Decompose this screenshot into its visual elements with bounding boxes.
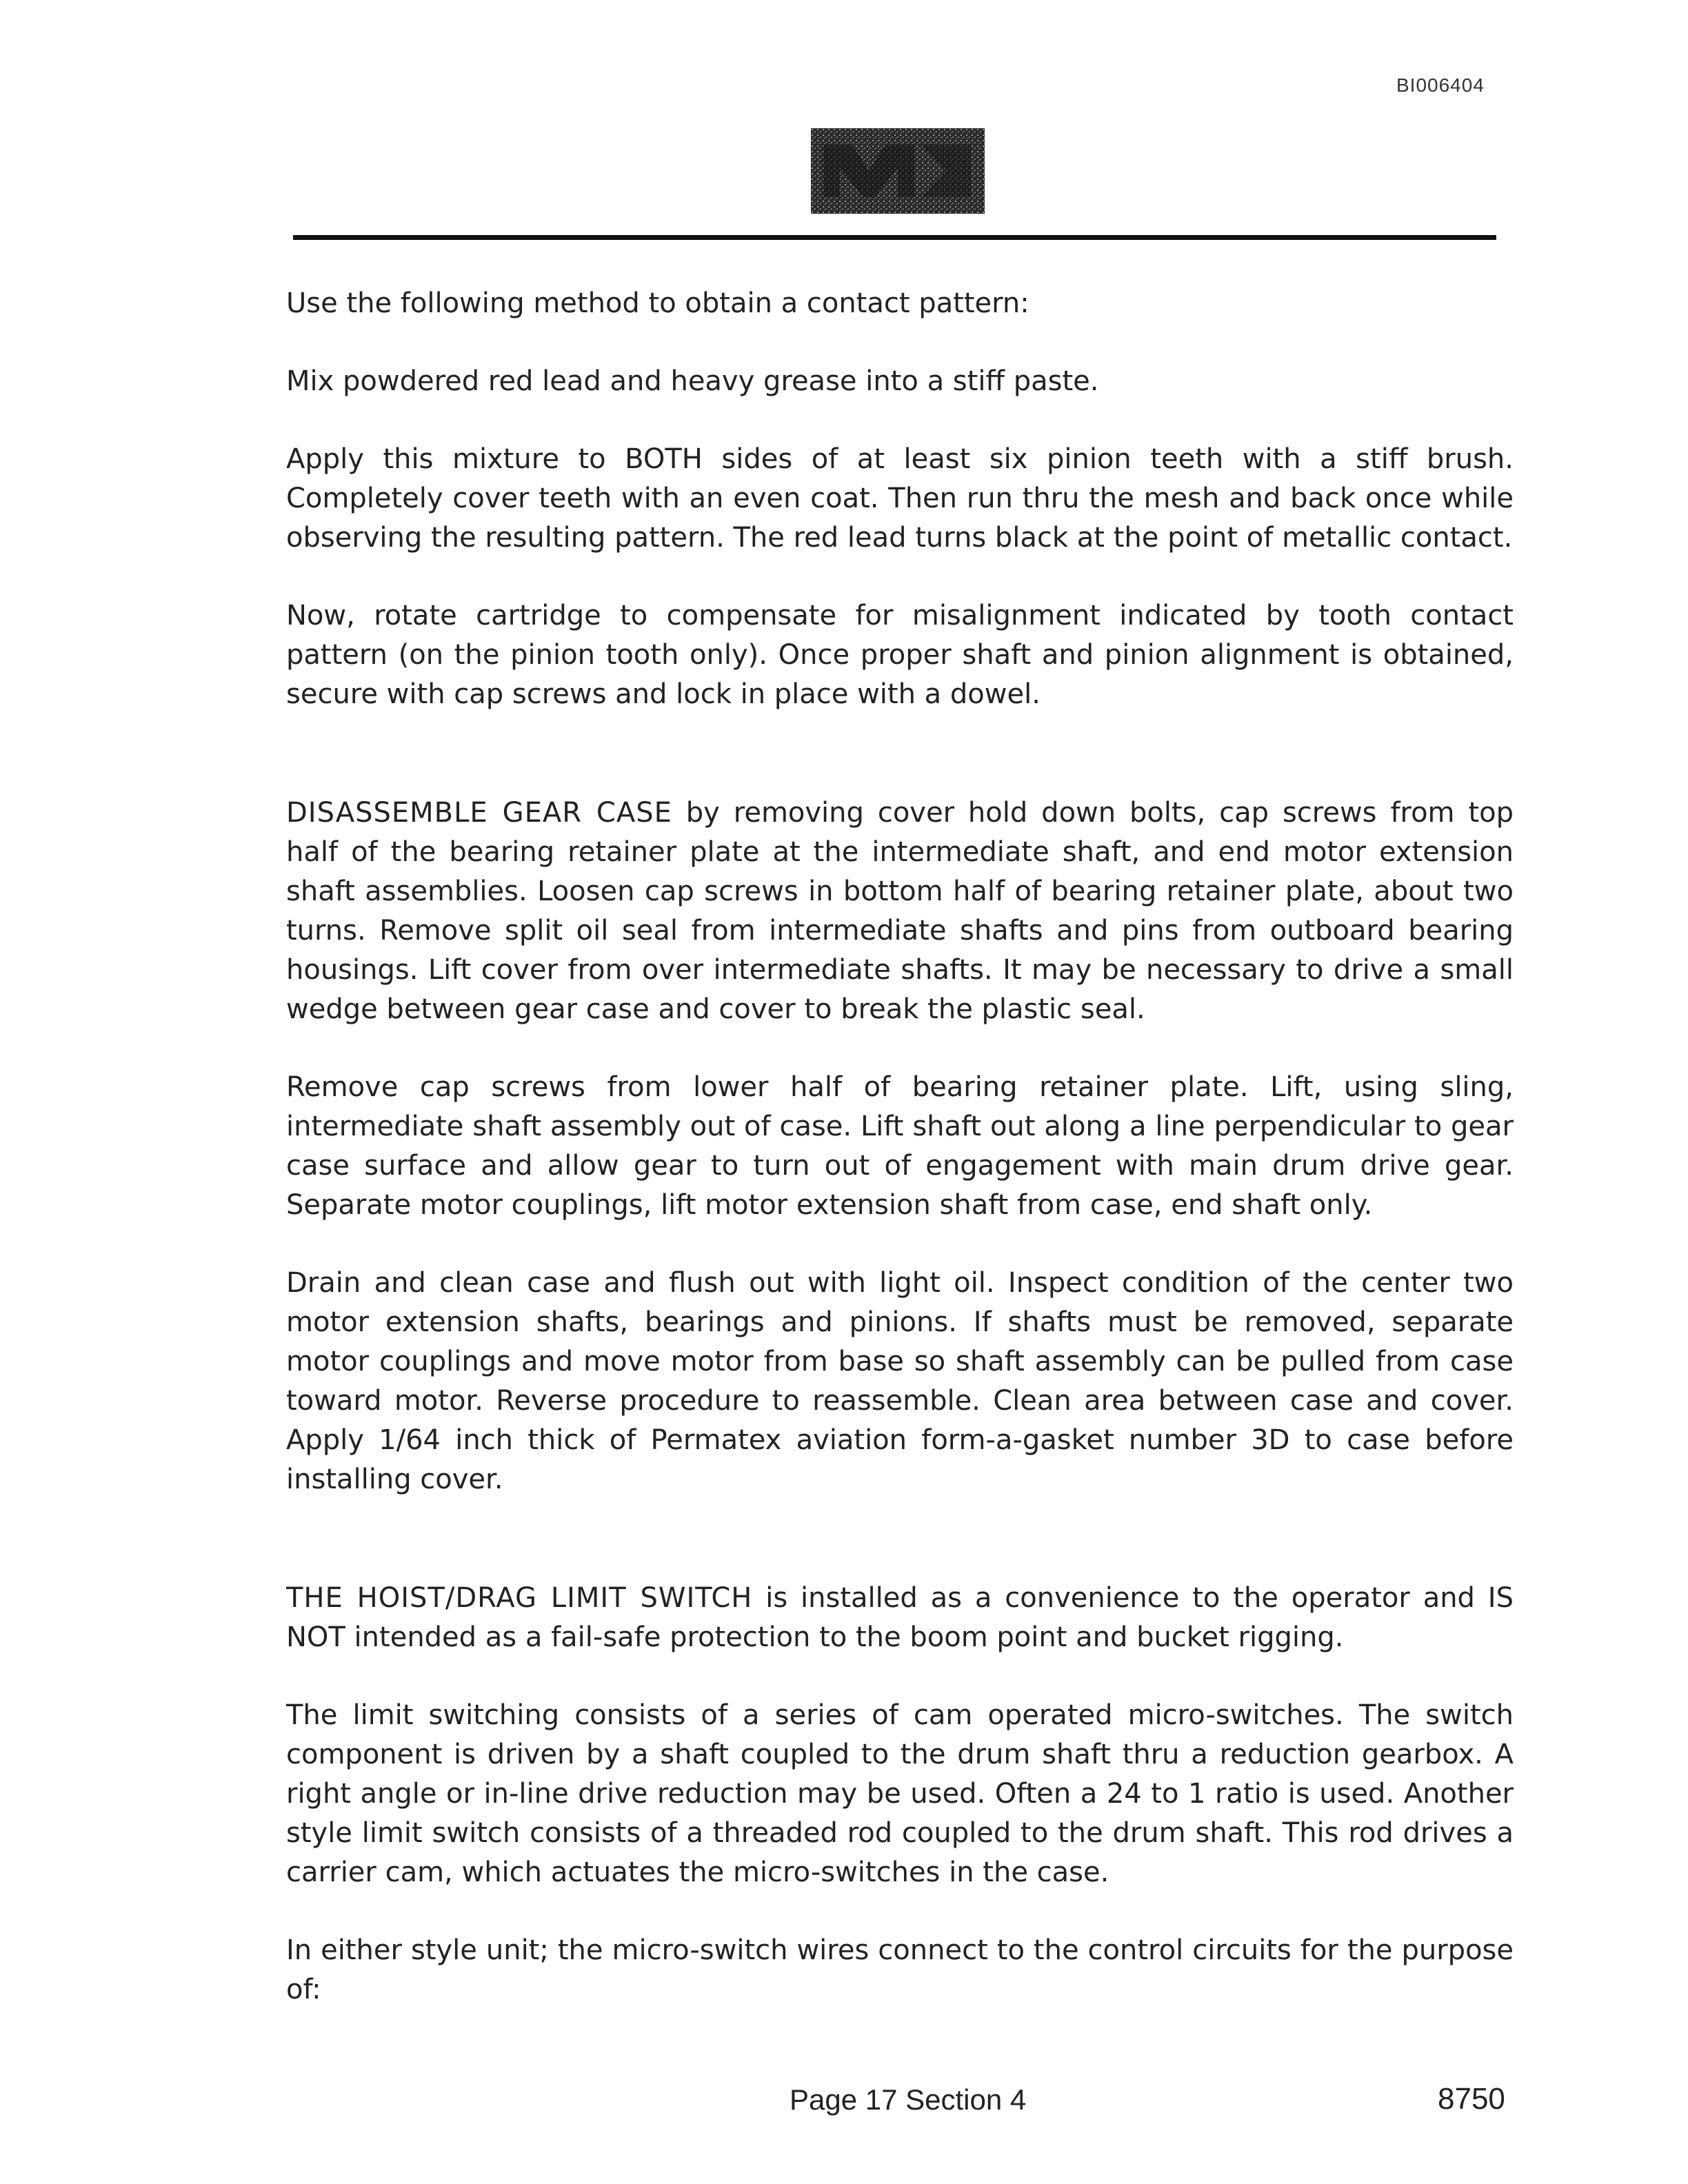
paragraph <box>286 596 1514 714</box>
paragraph <box>286 1696 1514 1892</box>
section-heading: DISASSEMBLE GEAR CASE <box>286 797 672 829</box>
paragraph-text: The limit switching consists of a series of cam operated micro-switches. The switch component is driven by a shaft coupled to the drum shaft thru a reduction gearbox. A right angle or in-line drive reduction may be used. Often a 24 to 1 ratio is used. Another style limit switch consists of a threaded rod coupled to the drum shaft. This rod drives a carrier cam, which actuates the micro-switches in the case. <box>286 1699 1514 1888</box>
document-body <box>286 283 1514 2010</box>
paragraph-text: Remove cap screws from lower half of bearing retainer plate. Lift, using sling, intermediate shaft assembly out of case. Lift shaft out along a line perpendicular to gear case surface and allow gear to turn out of engagement with main drum drive gear. Separate motor couplings, lift motor extension shaft from case, end shaft only. <box>286 1071 1514 1221</box>
paragraph <box>286 1264 1514 1499</box>
section-heading: THE HOIST/DRAG LIMIT SWITCH <box>286 1582 753 1614</box>
page-label: Page 17 Section 4 <box>790 2083 1027 2116</box>
paragraph-text: Drain and clean case and flush out with light oil. Inspect condition of the center two motor extension shafts, bearings and pinions. If shafts must be removed, separate motor couplings and move motor from base so shaft assembly can be pulled from case toward motor. Reverse procedure to reassemble. Clean area between case and cover. Apply 1/64 inch thick of Permatex aviation form-a-gasket number 3D to case before installing cover. <box>286 1267 1514 1495</box>
paragraph-text: Mix powdered red lead and heavy grease into a stiff paste. <box>286 365 1099 397</box>
paragraph <box>286 440 1514 558</box>
paragraph-text: In either style unit; the micro-switch wires connect to the control circuits for the purpose of: <box>286 1934 1514 2005</box>
paragraph <box>286 793 1514 1029</box>
paragraph <box>286 1931 1514 2010</box>
company-logo-icon <box>811 128 985 214</box>
paragraph-text: by removing cover hold down bolts, cap screws from top half of the bearing retainer plate at the intermediate shaft, and end motor extension shaft assemblies. Loosen cap screws in bottom half of bearing retainer plate, about two turns. Remove split oil seal from intermediate shafts and pins from outboard bearing housings. Lift cover from over intermediate shafts. It may be necessary to drive a small wedge between gear case and cover to break the plastic seal. <box>286 797 1514 1025</box>
paragraph <box>286 362 1514 401</box>
paragraph <box>286 1068 1514 1225</box>
paragraph <box>286 284 1514 323</box>
document-number: 8750 <box>1438 2082 1505 2116</box>
header-rule <box>293 235 1496 240</box>
document-id: BI006404 <box>1396 74 1485 96</box>
paragraph <box>286 1579 1514 1657</box>
paragraph-text: Now, rotate cartridge to compensate for misalignment indicated by tooth contact pattern (on the pinion tooth only). Once proper shaft and pinion alignment is obtained, secure with cap screws and lock in place with a dowel. <box>286 600 1514 710</box>
paragraph-text: Apply this mixture to BOTH sides of at least six pinion teeth with a stiff brush. Completely cover teeth with an even coat. Then run thru the mesh and back once while observing the resulting pattern. The red lead turns black at the point of metallic contact. <box>286 443 1514 554</box>
paragraph-text: Use the following method to obtain a contact pattern: <box>286 287 1029 319</box>
paragraph-text: is installed as a convenience to the operator and IS NOT intended as a fail-safe protection to the boom point and bucket rigging. <box>286 1582 1514 1653</box>
